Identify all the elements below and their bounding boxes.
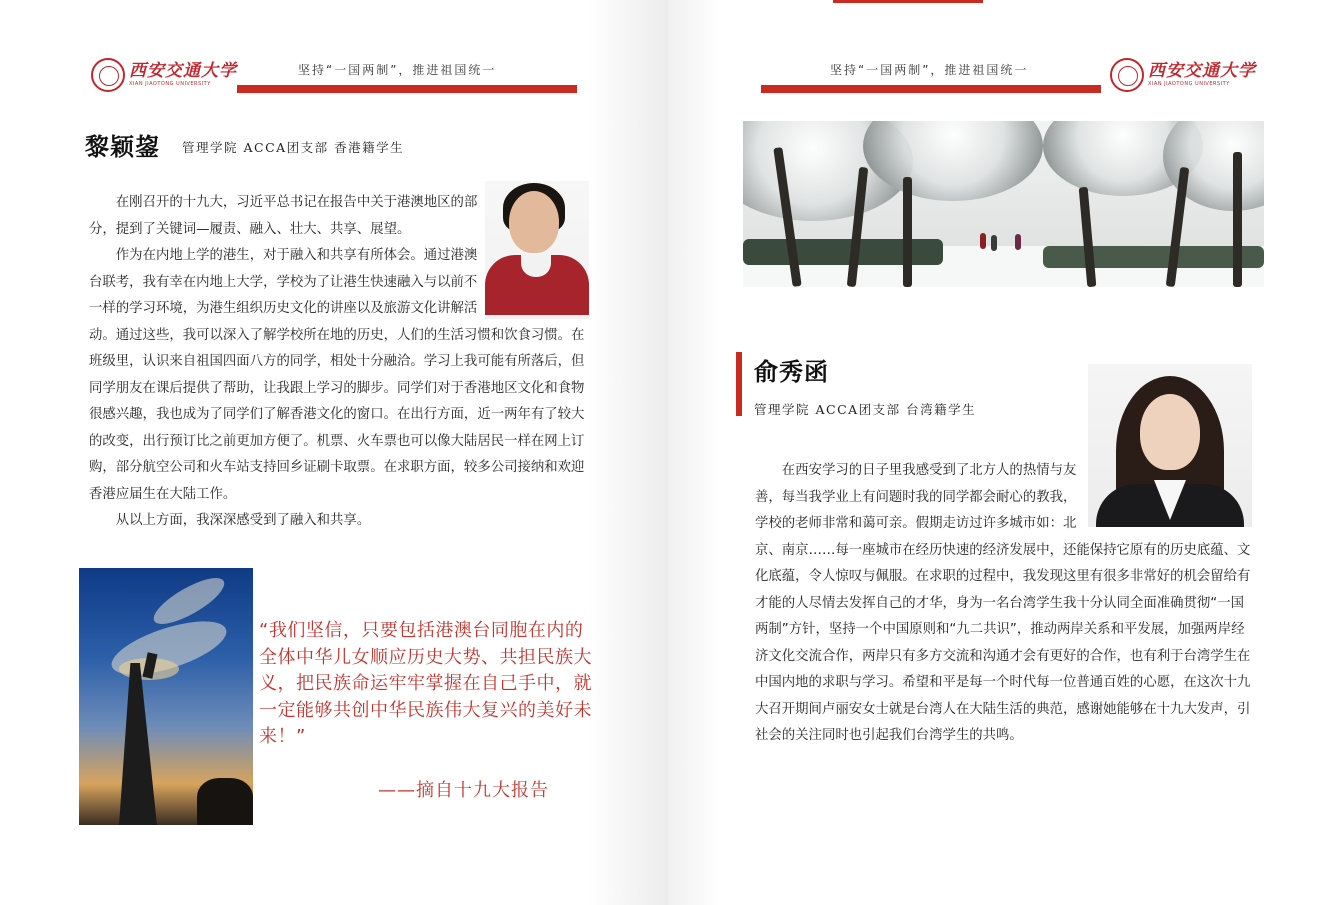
snowy-campus-photo	[743, 121, 1264, 287]
logo-chinese-name: 西安交通大学	[1148, 61, 1256, 81]
person-meta: 管理学院 ACCA团支部 台湾籍学生	[754, 402, 977, 417]
article-body	[89, 190, 587, 535]
slogan: 坚持“一国两制”，推进祖国统一	[830, 63, 1029, 77]
logo-chinese-name: 西安交通大学	[129, 61, 237, 81]
person-name: 俞秀函	[754, 358, 829, 386]
university-logo	[91, 58, 237, 92]
logo-english-name: XIAN JIAOTONG UNIVERSITY	[129, 81, 211, 87]
article-paragraph: 在西安学习的日子里我感受到了北方人的热情与友善，每当我学业上有问题时我的同学都会耐心的教我，学校的老师非常和蔼可亲。假期走访过许多城市如：北京、南京……每一座城市在经历快速的经济发展中，还能保持它原有的历史底蕴、文化底蕴，令人惊叹与佩服。在求职的过程中，我发现这里有很多非常好的机会留给有才能的人尽情去发挥自己的才华，身为一名台湾学生我十分认同全面准确贯彻“一国两制”方针，坚持一个中国原则和“九二共识”，推动两岸关系和平发展，加强两岸经济文化交流合作，两岸只有多方交流和沟通才会有更好的合作，也有利于台湾学生在中国内地的求职与学习。希望和平是每一个时代每一位普通百姓的心愿，在这次十九大召开期间卢丽安女士就是台湾人在大陆生活的典范，感谢她能够在十九大发声，引社会的关注同时也引起我们台湾学生的共鸣。	[755, 463, 1251, 743]
quote-source: ——摘自十九大报告	[378, 780, 549, 801]
article-paragraph: 从以上方面，我深深感受到了融入和共享。	[115, 513, 371, 528]
university-seal-icon	[91, 58, 125, 92]
university-seal-icon	[1110, 58, 1144, 92]
logo-english-name: XIAN JIAOTONG UNIVERSITY	[1148, 81, 1230, 87]
quote-text: “我们坚信，只要包括港澳台同胞在内的全体中华儿女顺应历史大势、共担民族大义，把民族命运牢牢掌握在自己手中，就一定能够共创中华民族伟大复兴的美好未来！”	[259, 620, 592, 748]
person-meta: 管理学院 ACCA团支部 香港籍学生	[182, 140, 405, 155]
top-accent-line	[833, 0, 983, 3]
slogan: 坚持“一国两制”，推进祖国统一	[298, 63, 497, 77]
header-red-bar	[761, 85, 1101, 93]
right-page	[668, 0, 1335, 905]
header-red-bar	[237, 85, 577, 93]
article-body	[755, 458, 1252, 750]
article-paragraph: 在刚召开的十九大，习近平总书记在报告中关于港澳地区的部分，提到了关键词—履责、融入、壮大、共享、展望。	[89, 195, 478, 237]
monument-photo	[79, 568, 253, 825]
name-accent-bar	[736, 352, 742, 416]
university-logo	[1110, 58, 1256, 92]
person-name: 黎颖鋆	[85, 133, 160, 161]
article-paragraph: 作为在内地上学的港生，对于融入和共享有所体会。通过港澳台联考，我有幸在内地上大学，学校为了让港生快速融入与以前不一样的学习环境，为港生组织历史文化的讲座以及旅游文化讲解活动。通过这些，我可以深入了解学校所在地的历史，人们的生活习惯和饮食习惯。在班级里，认识来自祖国四面八方的同学，相处十分融洽。学习上我可能有所落后，但同学朋友在课后提供了帮助，让我跟上学习的脚步。同学们对于香港地区文化和食物很感兴趣，我也成为了同学们了解香港文化的窗口。在出行方面，近一两年有了较大的改变，出行预订比之前更加方便了。机票、火车票也可以像大陆居民一样在网上订购，部分航空公司和火车站支持回乡证刷卡取票。在求职方面，较多公司接纳和欢迎香港应届生在大陆工作。	[89, 248, 585, 502]
